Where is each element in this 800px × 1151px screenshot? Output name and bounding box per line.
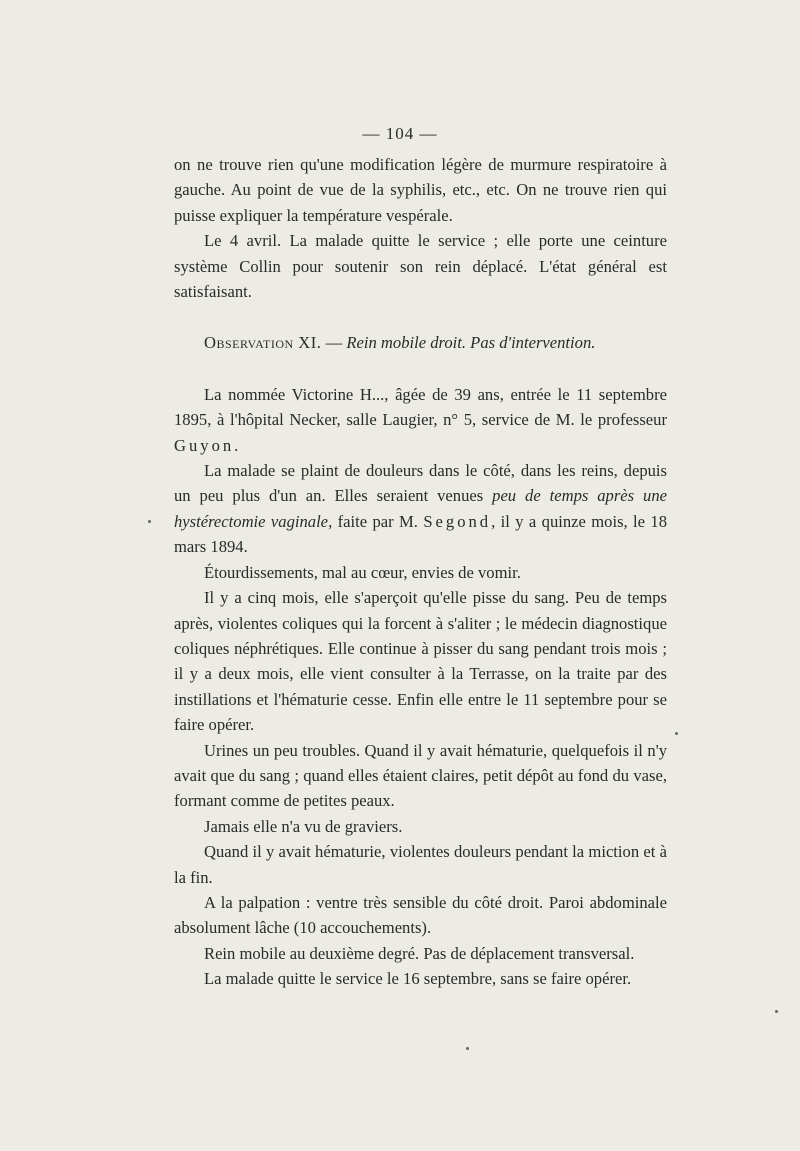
paragraph-5: Étourdissements, mal au cœur, envies de vomir. <box>204 562 521 582</box>
ink-speck <box>466 1047 469 1050</box>
ink-speck <box>675 732 678 735</box>
observation-title: Rein mobile droit. Pas d'intervention. <box>346 333 596 353</box>
observation-heading <box>174 330 667 355</box>
paragraph-2: Le 4 avril. La malade quitte le service ; elle porte une ceinture système Collin pour soutenir son rein déplacé. L'état général est satisfaisant. <box>174 231 667 302</box>
paragraph-12: La malade quitte le service le 16 septembre, sans se faire opérer. <box>204 969 632 989</box>
page-body <box>174 152 667 992</box>
ink-speck <box>775 1010 778 1013</box>
paragraph-6: Il y a cinq mois, elle s'aperçoit qu'elle pisse du sang. Peu de temps après, violentes coliques qui la forcent à s'aliter ; le médecin diagnostique coliques néphrétiques. Elle continue à pisser du sang pendant trois mois ; il y a deux mois, elle vient consulter à la Terrasse, on la traite par des instillations et l'hématurie cesse. Enfin elle entre le 11 septembre pour se faire opérer. <box>174 588 667 735</box>
paragraph-1: on ne trouve rien qu'une modification légère de murmure respiratoire à gauche. Au point de vue de la syphilis, etc., etc. On ne trouve rien qui puisse expliquer la température vespérale. <box>174 155 667 225</box>
ink-speck <box>148 520 151 523</box>
paragraph-11: Rein mobile au deuxième degré. Pas de déplacement transversal. <box>204 943 635 963</box>
surgeon-name: Segond <box>423 511 492 531</box>
paragraph-4-mid: , faite par M. <box>328 511 424 531</box>
paragraph-8: Jamais elle n'a vu de graviers. <box>204 816 403 836</box>
paragraph-3 <box>174 382 667 458</box>
page-number: — 104 — <box>362 124 438 143</box>
paragraph-4-italic: peu de temps après une hystérectomie vaginale <box>174 486 667 531</box>
paragraph-9: Quand il y avait hématurie, violentes douleurs pendant la miction et à la fin. <box>174 842 667 887</box>
paragraph-10: A la palpation : ventre très sensible du côté droit. Paroi abdominale absolument lâche (10 accouchements). <box>174 892 667 938</box>
professor-name: Guyon <box>174 435 235 455</box>
paragraph-7: Urines un peu troubles. Quand il y avait hématurie, quelquefois il n'y avait que du sang ; quand elles étaient claires, petit dépôt au fond du vase, formant comme de petites peaux. <box>174 740 667 811</box>
paragraph-4 <box>174 458 667 560</box>
paragraph-4-text: La malade se plaint de douleurs dans le côté, dans les reins, depuis un peu plus d'un an. Elles seraient venues <box>174 461 667 506</box>
observation-label: Observation XI. <box>204 333 322 353</box>
paragraph-4-end: , il y a quinze mois, le 18 mars 1894. <box>174 511 668 557</box>
paragraph-3-end: . <box>234 435 239 455</box>
paragraph-3-text: La nommée Victorine H..., âgée de 39 ans, entrée le 11 septembre 1895, à l'hôpital Necker, salle Laugier, n° 5, service de M. le professeur <box>174 384 667 430</box>
observation-dash: — <box>321 333 347 353</box>
